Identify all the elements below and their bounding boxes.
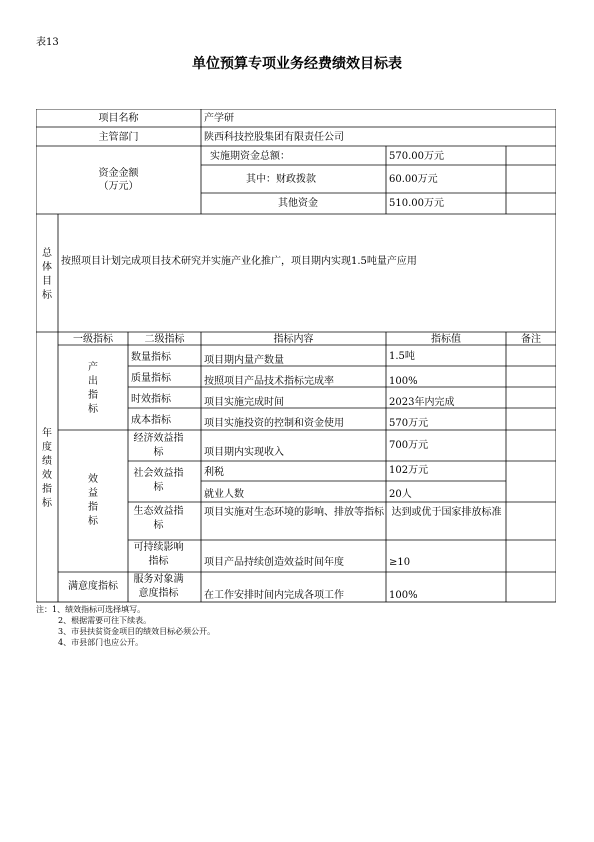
quality-value: 100% [389,376,418,387]
note-1: 注：1、绩效指标可选择填写。 [36,605,146,614]
quantity-indicator: 数量指标 [131,352,171,363]
timeliness-content: 项目实施完成时间 [204,397,284,408]
other-funds-value: 510.00万元 [389,198,444,209]
funds-label: 资金金额 [98,168,139,179]
service-satisfaction-indicator: 服务对象满意度指标 [133,574,184,599]
social-indicator: 社会效益指标 [133,468,184,493]
sustainability-indicator: 可持续影响指标 [133,542,184,567]
header-level2: 二级指标 [144,334,185,345]
note-3: 3、市县扶贫资金项目的绩效目标必须公开。 [58,627,216,636]
note-2: 2、根据需要可往下续表。 [58,616,152,625]
sustainability-content: 项目产品持续创造效益时间年度 [204,557,344,568]
social-value-tax: 102万元 [389,465,429,476]
quantity-value: 1.5吨 [389,351,415,362]
ecological-value: 达到或优于国家排放标准 [391,507,502,518]
quality-indicator: 质量指标 [131,373,171,384]
header-remark: 备注 [521,334,541,345]
ecological-indicator: 生态效益指标 [133,506,184,531]
fiscal-funds-label: 其中：财政拨款 [246,174,316,185]
page-title: 单位预算专项业务经费绩效目标表 [192,56,402,72]
header-value: 指标值 [431,334,461,345]
annual-indicators-label: 年度绩效指标 [42,428,52,509]
output-indicators-label: 产出指标 [88,362,98,415]
satisfaction-value: 100% [389,590,418,601]
cost-indicator: 成本指标 [131,415,171,426]
table-number: 表13 [36,37,59,48]
timeliness-value: 2023年内完成 [389,397,455,408]
fiscal-funds-value: 60.00万元 [389,174,438,185]
overall-goal-label: 总体目标 [42,248,52,301]
sustainability-value: ≥10 [389,557,411,568]
satisfaction-content: 在工作安排时间内完成各项工作 [204,590,344,601]
total-funds-label: 实施期资金总额： [210,151,290,162]
cost-content: 项目实施投资的控制和资金使用 [204,418,344,429]
funds-unit-label: （万元） [98,181,139,192]
total-funds-value: 570.00万元 [389,151,444,162]
social-content-tax: 利税 [204,467,224,478]
economic-indicator: 经济效益指标 [133,433,184,458]
social-content-jobs: 就业人数 [204,489,244,500]
header-level1: 一级指标 [73,334,113,345]
cost-value: 570万元 [389,418,429,429]
dept-value: 陕西科技控股集团有限责任公司 [204,132,344,143]
header-content: 指标内容 [273,334,314,345]
social-value-jobs: 20人 [389,489,412,500]
project-name-label: 项目名称 [98,113,139,124]
other-funds-label: 其他资金 [278,198,318,209]
overall-goal-text: 按照项目计划完成项目技术研究并实施产业化推广，项目期内实现1.5吨量产应用 [61,256,417,267]
economic-value: 700万元 [389,440,429,451]
quantity-content: 项目期内量产数量 [204,355,284,366]
performance-table [36,109,556,603]
ecological-content: 项目实施对生态环境的影响、排放等指标 [204,507,384,518]
dept-label: 主管部门 [98,132,139,143]
benefit-indicators-label: 效益指标 [88,474,98,527]
quality-content: 按照项目产品技术指标完成率 [204,376,334,387]
timeliness-indicator: 时效指标 [131,394,171,405]
project-name-value: 产学研 [204,113,234,124]
economic-content: 项目期内实现收入 [204,447,284,458]
footnotes [36,604,215,648]
satisfaction-indicator: 满意度指标 [68,581,118,592]
note-4: 4、市县部门也应公开。 [58,638,144,647]
